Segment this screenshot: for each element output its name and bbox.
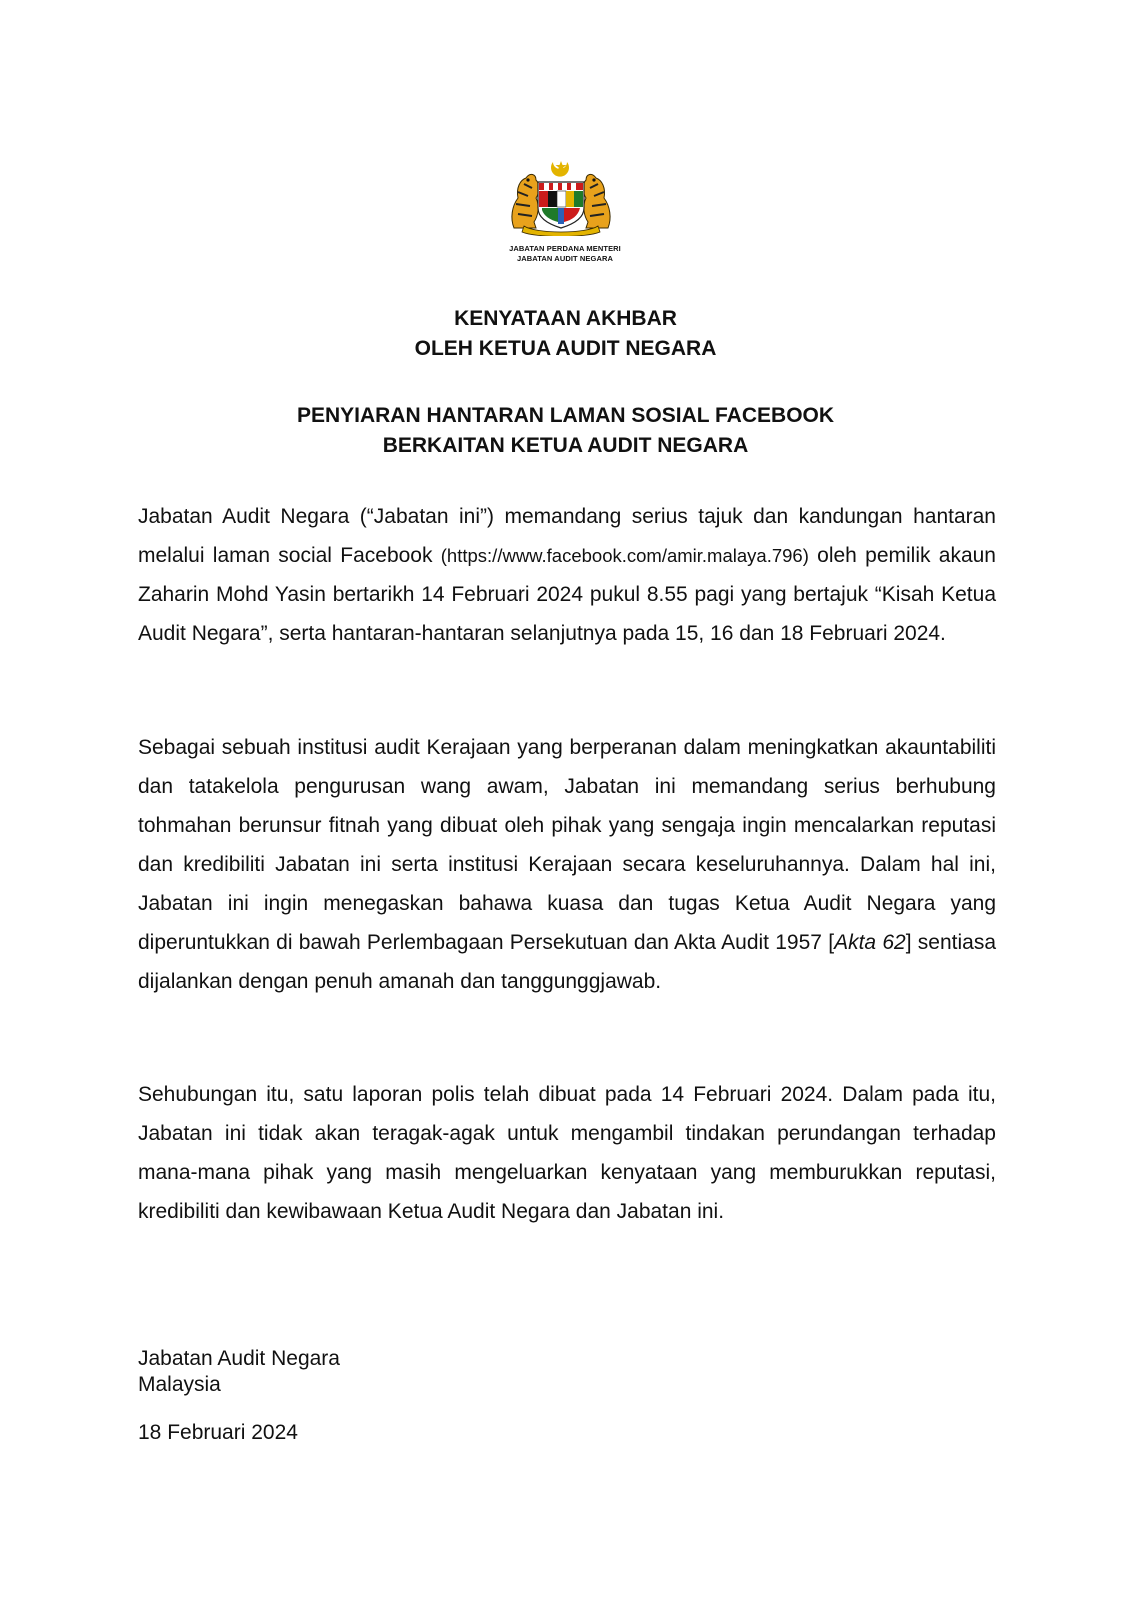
paragraph-2 [138,728,996,1001]
subject-heading-line1: PENYIARAN HANTARAN LAMAN SOSIAL FACEBOOK [296,404,835,427]
act-reference: Akta 62 [834,931,906,954]
subject-heading-line2: BERKAITAN KETUA AUDIT NEGARA [382,434,749,457]
malaysia-coat-of-arms-icon [506,158,616,236]
document-title-byline: OLEH KETUA AUDIT NEGARA [414,337,717,360]
paragraph-2-text-end: ] sentiasa dijalankan dengan penuh amanah dan tanggunggjawab. [138,931,997,993]
paragraph-1-text-start: Jabatan Audit Negara (“Jabatan ini”) memandang serius tajuk dan kandungan hantaran melalui laman social Facebook [138,505,996,567]
signature-organisation: Jabatan Audit Negara [138,1347,340,1370]
document-title: KENYATAAN AKHBAR [454,307,677,330]
signature-country: Malaysia [138,1373,221,1396]
paragraph-1-text-end: oleh pemilik akaun Zaharin Mohd Yasin bertarikh 14 Februari 2024 pukul 8.55 pagi yang bertajuk “Kisah Ketua Audit Negara”, serta hantaran-hantaran selanjutnya pada 15, 16 dan 18 Februari 2024. [138,544,996,645]
paragraph-1 [138,497,996,653]
paragraph-2-text-start: Sebagai sebuah institusi audit Kerajaan yang berperanan dalam meningkatkan akauntabiliti dan tatakelola pengurusan wang awam, Jabatan ini memandang serius berhubung tohmahan berunsur fitnah yang dibuat oleh pihak yang sengaja ingin mencalarkan reputasi dan kredibiliti Jabatan ini serta institusi Kerajaan secara keseluruhannya. Dalam hal ini, Jabatan ini ingin menegaskan bahawa kuasa dan tugas Ketua Audit Negara yang diperuntukkan di bawah Perlembagaan Persekutuan dan Akta Audit 1957 [ [138,736,996,954]
agency-name-line2: JABATAN AUDIT NEGARA [516,254,614,263]
agency-name-line1: JABATAN PERDANA MENTERI [509,244,621,253]
release-date: 18 Februari 2024 [138,1421,298,1444]
facebook-url-link[interactable]: (https://www.facebook.com/amir.malaya.796) [440,545,809,566]
paragraph-3: Sehubungan itu, satu laporan polis telah dibuat pada 14 Februari 2024. Dalam pada itu, Jabatan ini tidak akan teragak-agak untuk mengambil tindakan perundangan terhadap mana-mana pihak yang masih mengeluarkan kenyataan yang memburukkan reputasi, kredibiliti dan kewibawaan Ketua Audit Negara dan Jabatan ini. [138,1083,996,1223]
